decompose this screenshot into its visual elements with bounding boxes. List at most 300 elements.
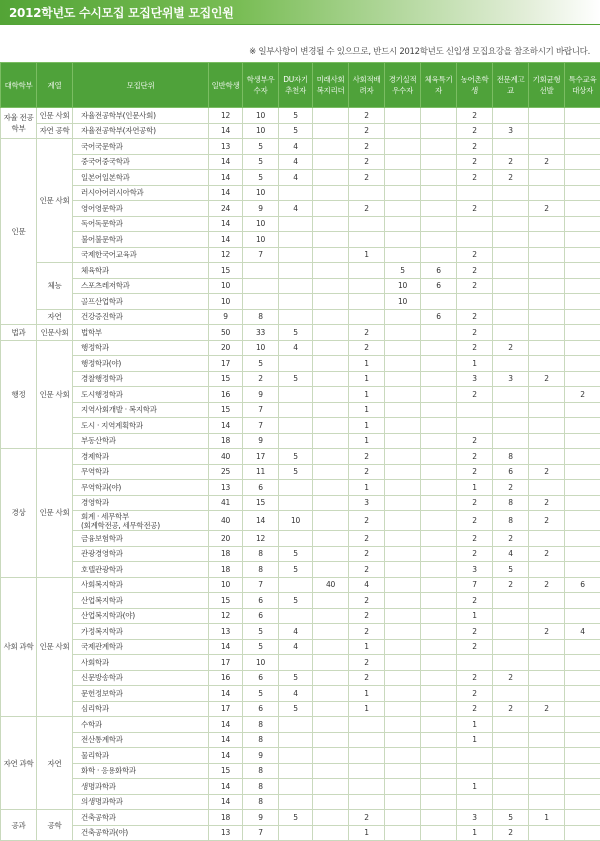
value-cell: 2: [457, 449, 493, 465]
value-cell: [565, 701, 600, 717]
value-cell: 5: [279, 562, 313, 578]
value-cell: [385, 371, 421, 387]
unit-name-cell: [73, 511, 209, 531]
value-cell: 2: [457, 511, 493, 531]
table-row: [1, 247, 600, 263]
value-cell: 10: [243, 123, 279, 139]
value-cell: [421, 701, 457, 717]
value-cell: 7: [243, 577, 279, 593]
value-cell: [421, 216, 457, 232]
college-cell: 자연 과학: [1, 717, 37, 810]
value-cell: [385, 624, 421, 640]
value-cell: 8: [243, 763, 279, 779]
value-cell: [529, 263, 565, 279]
value-cell: 2: [529, 154, 565, 170]
value-cell: 9: [243, 748, 279, 764]
value-cell: [529, 340, 565, 356]
value-cell: [529, 216, 565, 232]
unit-name-cell: 러시아어러시아학과: [73, 185, 209, 201]
value-cell: 2: [457, 123, 493, 139]
value-cell: [421, 185, 457, 201]
unit-name-cell: 중국어중국학과: [73, 154, 209, 170]
value-cell: 8: [243, 717, 279, 733]
value-cell: 2: [349, 655, 385, 671]
value-cell: [565, 748, 600, 764]
unit-name-cell: 산업복지학과(야): [73, 608, 209, 624]
value-cell: 20: [209, 340, 243, 356]
value-cell: 2: [349, 624, 385, 640]
value-cell: [421, 201, 457, 217]
value-cell: [385, 779, 421, 795]
value-cell: [313, 263, 349, 279]
value-cell: [313, 480, 349, 496]
table-row: [1, 263, 600, 279]
value-cell: 14: [209, 686, 243, 702]
value-cell: 5: [279, 701, 313, 717]
value-cell: 50: [209, 325, 243, 341]
value-cell: 1: [349, 356, 385, 372]
table-row: [1, 185, 600, 201]
value-cell: 6: [421, 263, 457, 279]
unit-name-cell: 사회학과: [73, 655, 209, 671]
value-cell: [313, 185, 349, 201]
unit-name-cell: 경영학과: [73, 495, 209, 511]
value-cell: 8: [243, 309, 279, 325]
value-cell: [313, 717, 349, 733]
value-cell: 14: [209, 639, 243, 655]
value-cell: [421, 371, 457, 387]
value-cell: 4: [279, 170, 313, 186]
value-cell: 8: [493, 511, 529, 531]
value-cell: 2: [457, 309, 493, 325]
value-cell: [565, 232, 600, 248]
value-cell: 1: [457, 732, 493, 748]
value-cell: 2: [349, 593, 385, 609]
value-cell: [385, 686, 421, 702]
value-cell: 10: [209, 294, 243, 310]
unit-name-cell: 건강증진학과: [73, 309, 209, 325]
value-cell: 2: [457, 546, 493, 562]
value-cell: [493, 247, 529, 263]
value-cell: [313, 402, 349, 418]
value-cell: 18: [209, 546, 243, 562]
table-row: [1, 371, 600, 387]
value-cell: 8: [243, 794, 279, 810]
college-cell: 인문: [1, 139, 37, 325]
value-cell: 2: [243, 371, 279, 387]
table-row: [1, 779, 600, 795]
unit-name-sub: (회계학전공, 세무학전공): [81, 521, 206, 530]
value-cell: [243, 263, 279, 279]
value-cell: 14: [209, 170, 243, 186]
value-cell: [313, 779, 349, 795]
college-cell: 자율 전공 학부: [1, 108, 37, 139]
value-cell: [529, 325, 565, 341]
value-cell: [529, 449, 565, 465]
value-cell: [313, 495, 349, 511]
value-cell: [421, 624, 457, 640]
unit-name-cell: 국어국문학과: [73, 139, 209, 155]
value-cell: [385, 356, 421, 372]
value-cell: [349, 278, 385, 294]
header-cell: 대학학부: [1, 63, 37, 108]
value-cell: 2: [493, 170, 529, 186]
value-cell: 4: [279, 624, 313, 640]
value-cell: 1: [349, 418, 385, 434]
value-cell: 20: [209, 531, 243, 547]
value-cell: [421, 608, 457, 624]
value-cell: [313, 810, 349, 826]
value-cell: 2: [529, 201, 565, 217]
value-cell: 16: [209, 670, 243, 686]
value-cell: [313, 154, 349, 170]
value-cell: 18: [209, 433, 243, 449]
value-cell: [565, 763, 600, 779]
value-cell: 8: [243, 779, 279, 795]
value-cell: [313, 593, 349, 609]
table-row: [1, 670, 600, 686]
value-cell: 12: [209, 108, 243, 124]
table-body: [1, 108, 600, 841]
value-cell: 7: [243, 825, 279, 841]
value-cell: [349, 794, 385, 810]
value-cell: 3: [457, 562, 493, 578]
value-cell: [529, 686, 565, 702]
value-cell: [565, 139, 600, 155]
value-cell: [349, 216, 385, 232]
value-cell: 6: [421, 278, 457, 294]
value-cell: [457, 294, 493, 310]
unit-name-cell: 심리학과: [73, 701, 209, 717]
value-cell: [565, 480, 600, 496]
value-cell: [529, 139, 565, 155]
value-cell: 14: [209, 779, 243, 795]
value-cell: [565, 449, 600, 465]
category-cell: 공학: [37, 810, 73, 841]
value-cell: [313, 531, 349, 547]
category-cell: 자연 공학: [37, 123, 73, 139]
value-cell: [313, 108, 349, 124]
value-cell: [493, 216, 529, 232]
value-cell: [421, 433, 457, 449]
table-row: [1, 763, 600, 779]
value-cell: [565, 216, 600, 232]
value-cell: [421, 495, 457, 511]
value-cell: 2: [349, 670, 385, 686]
value-cell: 2: [349, 449, 385, 465]
value-cell: [565, 247, 600, 263]
value-cell: [385, 123, 421, 139]
value-cell: [529, 593, 565, 609]
value-cell: [493, 108, 529, 124]
value-cell: [313, 670, 349, 686]
value-cell: [421, 464, 457, 480]
table-row: [1, 562, 600, 578]
value-cell: 2: [349, 464, 385, 480]
value-cell: [313, 232, 349, 248]
value-cell: [385, 449, 421, 465]
table-row: [1, 123, 600, 139]
value-cell: [313, 732, 349, 748]
value-cell: [385, 418, 421, 434]
value-cell: 2: [457, 247, 493, 263]
value-cell: [457, 232, 493, 248]
value-cell: [493, 763, 529, 779]
value-cell: 1: [457, 480, 493, 496]
value-cell: [421, 449, 457, 465]
table-row: [1, 309, 600, 325]
value-cell: [565, 201, 600, 217]
value-cell: [385, 495, 421, 511]
value-cell: [529, 531, 565, 547]
value-cell: 4: [565, 624, 600, 640]
category-cell: 자연: [37, 309, 73, 325]
value-cell: 10: [279, 511, 313, 531]
value-cell: [565, 309, 600, 325]
table-row: [1, 655, 600, 671]
value-cell: 4: [493, 546, 529, 562]
unit-name-cell: 문헌정보학과: [73, 686, 209, 702]
value-cell: [421, 511, 457, 531]
value-cell: [313, 356, 349, 372]
value-cell: [385, 608, 421, 624]
value-cell: 10: [243, 232, 279, 248]
value-cell: 14: [209, 418, 243, 434]
value-cell: [565, 325, 600, 341]
table-row: [1, 402, 600, 418]
value-cell: 9: [243, 387, 279, 403]
value-cell: [349, 748, 385, 764]
unit-name-cell: 산업복지학과: [73, 593, 209, 609]
value-cell: [349, 263, 385, 279]
value-cell: 10: [209, 577, 243, 593]
value-cell: 40: [209, 511, 243, 531]
value-cell: [493, 779, 529, 795]
value-cell: [385, 464, 421, 480]
value-cell: 5: [279, 464, 313, 480]
value-cell: [313, 139, 349, 155]
table-row: [1, 232, 600, 248]
header-cell: 모집단위: [73, 63, 209, 108]
value-cell: 2: [565, 387, 600, 403]
unit-name-cell: 지역사회개발 · 복지학과: [73, 402, 209, 418]
table-row: [1, 325, 600, 341]
unit-name-cell: 도시행정학과: [73, 387, 209, 403]
value-cell: [313, 325, 349, 341]
category-cell: 인문 사회: [37, 449, 73, 578]
value-cell: 24: [209, 201, 243, 217]
value-cell: [279, 294, 313, 310]
header-cell: 사회적배려자: [349, 63, 385, 108]
value-cell: [243, 278, 279, 294]
value-cell: 5: [243, 686, 279, 702]
value-cell: [385, 639, 421, 655]
value-cell: [279, 263, 313, 279]
value-cell: [313, 464, 349, 480]
header-cell: 전문계고교: [493, 63, 529, 108]
value-cell: 10: [243, 655, 279, 671]
value-cell: [565, 825, 600, 841]
unit-name-cell: 수학과: [73, 717, 209, 733]
unit-name-cell: 물리학과: [73, 748, 209, 764]
value-cell: [457, 763, 493, 779]
value-cell: [313, 294, 349, 310]
table-row: [1, 701, 600, 717]
value-cell: [385, 655, 421, 671]
value-cell: [529, 433, 565, 449]
value-cell: 2: [457, 325, 493, 341]
value-cell: [529, 278, 565, 294]
value-cell: [421, 670, 457, 686]
value-cell: 18: [209, 562, 243, 578]
value-cell: [493, 433, 529, 449]
value-cell: 9: [209, 309, 243, 325]
value-cell: 10: [385, 294, 421, 310]
value-cell: [385, 825, 421, 841]
value-cell: [493, 639, 529, 655]
value-cell: [279, 531, 313, 547]
value-cell: 2: [349, 123, 385, 139]
value-cell: [457, 418, 493, 434]
table-row: [1, 748, 600, 764]
value-cell: [493, 794, 529, 810]
value-cell: [529, 748, 565, 764]
value-cell: [385, 511, 421, 531]
value-cell: [529, 309, 565, 325]
value-cell: 2: [349, 139, 385, 155]
value-cell: 5: [279, 325, 313, 341]
page-title: 2012학년도 수시모집 모집단위별 모집인원: [9, 4, 234, 21]
value-cell: 41: [209, 495, 243, 511]
value-cell: [565, 495, 600, 511]
value-cell: 2: [349, 108, 385, 124]
value-cell: [421, 779, 457, 795]
value-cell: [421, 810, 457, 826]
value-cell: [279, 655, 313, 671]
value-cell: [565, 686, 600, 702]
value-cell: 14: [243, 511, 279, 531]
value-cell: [529, 480, 565, 496]
table-row: [1, 810, 600, 826]
value-cell: 2: [349, 154, 385, 170]
unit-name-cell: 금융보험학과: [73, 531, 209, 547]
value-cell: [313, 449, 349, 465]
value-cell: [421, 531, 457, 547]
value-cell: 7: [243, 402, 279, 418]
value-cell: [457, 794, 493, 810]
table-row: [1, 608, 600, 624]
value-cell: 2: [529, 546, 565, 562]
category-cell: 인문사회: [37, 325, 73, 341]
value-cell: [279, 794, 313, 810]
value-cell: [565, 170, 600, 186]
header-cell: 계열: [37, 63, 73, 108]
value-cell: 5: [243, 624, 279, 640]
value-cell: [313, 418, 349, 434]
value-cell: 10: [243, 185, 279, 201]
value-cell: [313, 639, 349, 655]
value-cell: 2: [529, 371, 565, 387]
value-cell: 2: [457, 263, 493, 279]
value-cell: [493, 624, 529, 640]
value-cell: 13: [209, 139, 243, 155]
value-cell: [279, 480, 313, 496]
value-cell: [421, 794, 457, 810]
unit-name-cell: 가정복지학과: [73, 624, 209, 640]
value-cell: 6: [243, 701, 279, 717]
value-cell: 3: [493, 371, 529, 387]
value-cell: [279, 433, 313, 449]
value-cell: [565, 294, 600, 310]
value-cell: 5: [385, 263, 421, 279]
value-cell: [385, 340, 421, 356]
value-cell: 14: [209, 732, 243, 748]
table-row: [1, 170, 600, 186]
value-cell: [279, 763, 313, 779]
value-cell: 8: [243, 562, 279, 578]
value-cell: 2: [493, 154, 529, 170]
value-cell: [313, 546, 349, 562]
college-cell: 법과: [1, 325, 37, 341]
table-row: [1, 546, 600, 562]
value-cell: [385, 562, 421, 578]
value-cell: [349, 232, 385, 248]
value-cell: 1: [349, 433, 385, 449]
value-cell: [313, 748, 349, 764]
value-cell: [279, 732, 313, 748]
unit-name-cell: 건축공학과(야): [73, 825, 209, 841]
table-row: [1, 639, 600, 655]
unit-name-cell: 불어불문학과: [73, 232, 209, 248]
value-cell: 1: [457, 779, 493, 795]
value-cell: [565, 263, 600, 279]
table-row: [1, 418, 600, 434]
unit-name-cell: 경찰행정학과: [73, 371, 209, 387]
value-cell: 8: [493, 449, 529, 465]
value-cell: 4: [349, 577, 385, 593]
unit-name-cell: 행정학과(야): [73, 356, 209, 372]
header-cell: 경기실적우수자: [385, 63, 421, 108]
unit-name-cell: 관광경영학과: [73, 546, 209, 562]
value-cell: 6: [243, 480, 279, 496]
value-cell: 6: [565, 577, 600, 593]
value-cell: 10: [385, 278, 421, 294]
value-cell: [349, 779, 385, 795]
value-cell: 5: [279, 449, 313, 465]
value-cell: [349, 717, 385, 733]
value-cell: [493, 325, 529, 341]
value-cell: [385, 139, 421, 155]
value-cell: 14: [209, 232, 243, 248]
value-cell: 25: [209, 464, 243, 480]
value-cell: 14: [209, 216, 243, 232]
value-cell: [421, 655, 457, 671]
value-cell: [279, 232, 313, 248]
value-cell: 5: [243, 639, 279, 655]
value-cell: [385, 810, 421, 826]
value-cell: [565, 732, 600, 748]
value-cell: [385, 577, 421, 593]
value-cell: [565, 356, 600, 372]
value-cell: [493, 232, 529, 248]
value-cell: 5: [279, 810, 313, 826]
value-cell: 2: [349, 325, 385, 341]
value-cell: [493, 593, 529, 609]
unit-name: 회계 · 세무학부: [81, 512, 206, 521]
value-cell: [279, 247, 313, 263]
value-cell: [313, 794, 349, 810]
college-cell: 사회 과학: [1, 577, 37, 717]
